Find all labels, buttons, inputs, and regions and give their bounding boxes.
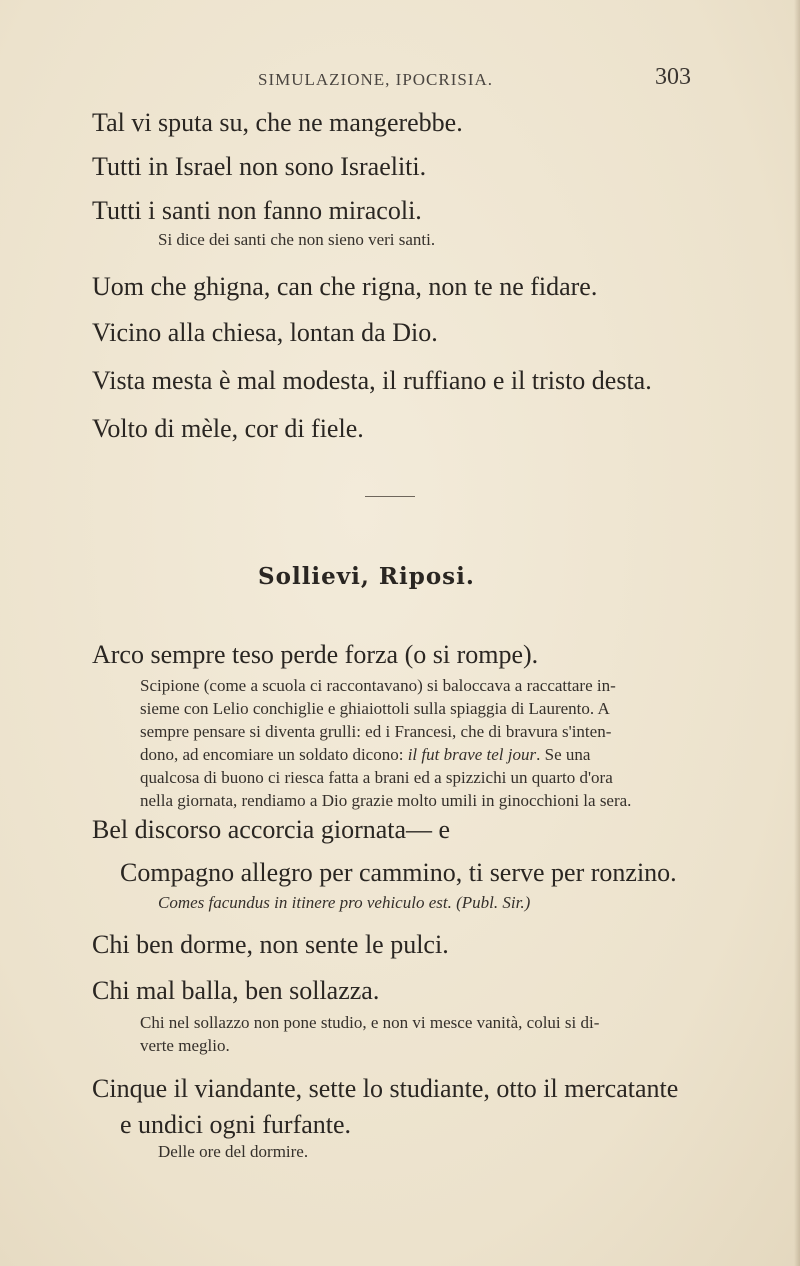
note-line: nella giornata, rendiamo a Dio grazie molto umili in ginocchioni la sera. <box>140 791 632 810</box>
proverb-line: Compagno allegro per cammino, ti serve per ronzino. <box>120 858 677 887</box>
french-quote: il fut brave tel jour <box>407 745 537 764</box>
note-line: sempre pensare si diventa grulli: ed i Francesi, che di bravura s'inten- <box>140 722 612 741</box>
note-text: dono, ad encomiare un soldato dicono: <box>140 745 404 764</box>
citation-source: (Publ. Sir.) <box>456 893 531 912</box>
section-divider <box>365 496 415 497</box>
note-text: . Se una <box>536 745 591 764</box>
proverb-line: Arco sempre teso perde forza (o si rompe). <box>92 640 539 669</box>
page-number: 303 <box>655 64 691 90</box>
proverb-line: Tutti i santi non fanno miracoli. <box>92 196 422 225</box>
note-line <box>140 743 700 766</box>
section-title: Sollievi, Riposi. <box>258 563 475 590</box>
running-title: SIMULAZIONE, IPOCRISIA. <box>258 70 494 89</box>
proverb-line: Chi ben dorme, non sente le pulci. <box>92 930 449 959</box>
proverb-line: Uom che ghigna, can che rigna, non te ne fidare. <box>92 272 598 301</box>
note-line: sieme con Lelio conchiglie e ghiaiottoli sulla spiaggia di Laurento. A <box>140 699 610 718</box>
note-line: Delle ore del dormire. <box>158 1142 309 1161</box>
note-line: qualcosa di buono ci riesca fatta a brani ed a spizzichi un quarto d'ora <box>140 768 613 787</box>
page-edge-shadow <box>794 0 800 1266</box>
latin-citation <box>158 893 530 913</box>
proverb-line: Tal vi sputa su, che ne mangerebbe. <box>92 108 463 137</box>
proverb-line: Bel discorso accorcia giornata— e <box>92 815 451 844</box>
latin-text: Comes facundus in itinere pro vehiculo est. <box>158 893 452 912</box>
proverb-line: e undici ogni furfante. <box>120 1110 352 1139</box>
note-line: Scipione (come a scuola ci raccontavano) si baloccava a raccattare in- <box>140 676 616 695</box>
proverb-line: Volto di mèle, cor di fiele. <box>92 414 364 443</box>
proverb-line: Cinque il viandante, sette lo studiante, otto il mercatante <box>92 1074 679 1103</box>
note-paragraph <box>140 674 700 812</box>
note-line: Chi nel sollazzo non pone studio, e non vi mesce vanità, colui si di- <box>140 1013 600 1032</box>
note-line: Si dice dei santi che non sieno veri santi. <box>158 230 436 249</box>
note-line: verte meglio. <box>140 1036 230 1055</box>
proverb-line: Tutti in Israel non sono Israeliti. <box>92 152 427 181</box>
note-paragraph <box>140 1011 700 1057</box>
proverb-line: Chi mal balla, ben sollazza. <box>92 976 380 1005</box>
proverb-line: Vicino alla chiesa, lontan da Dio. <box>92 318 438 347</box>
proverb-line: Vista mesta è mal modesta, il ruffiano e il tristo desta. <box>92 366 652 395</box>
